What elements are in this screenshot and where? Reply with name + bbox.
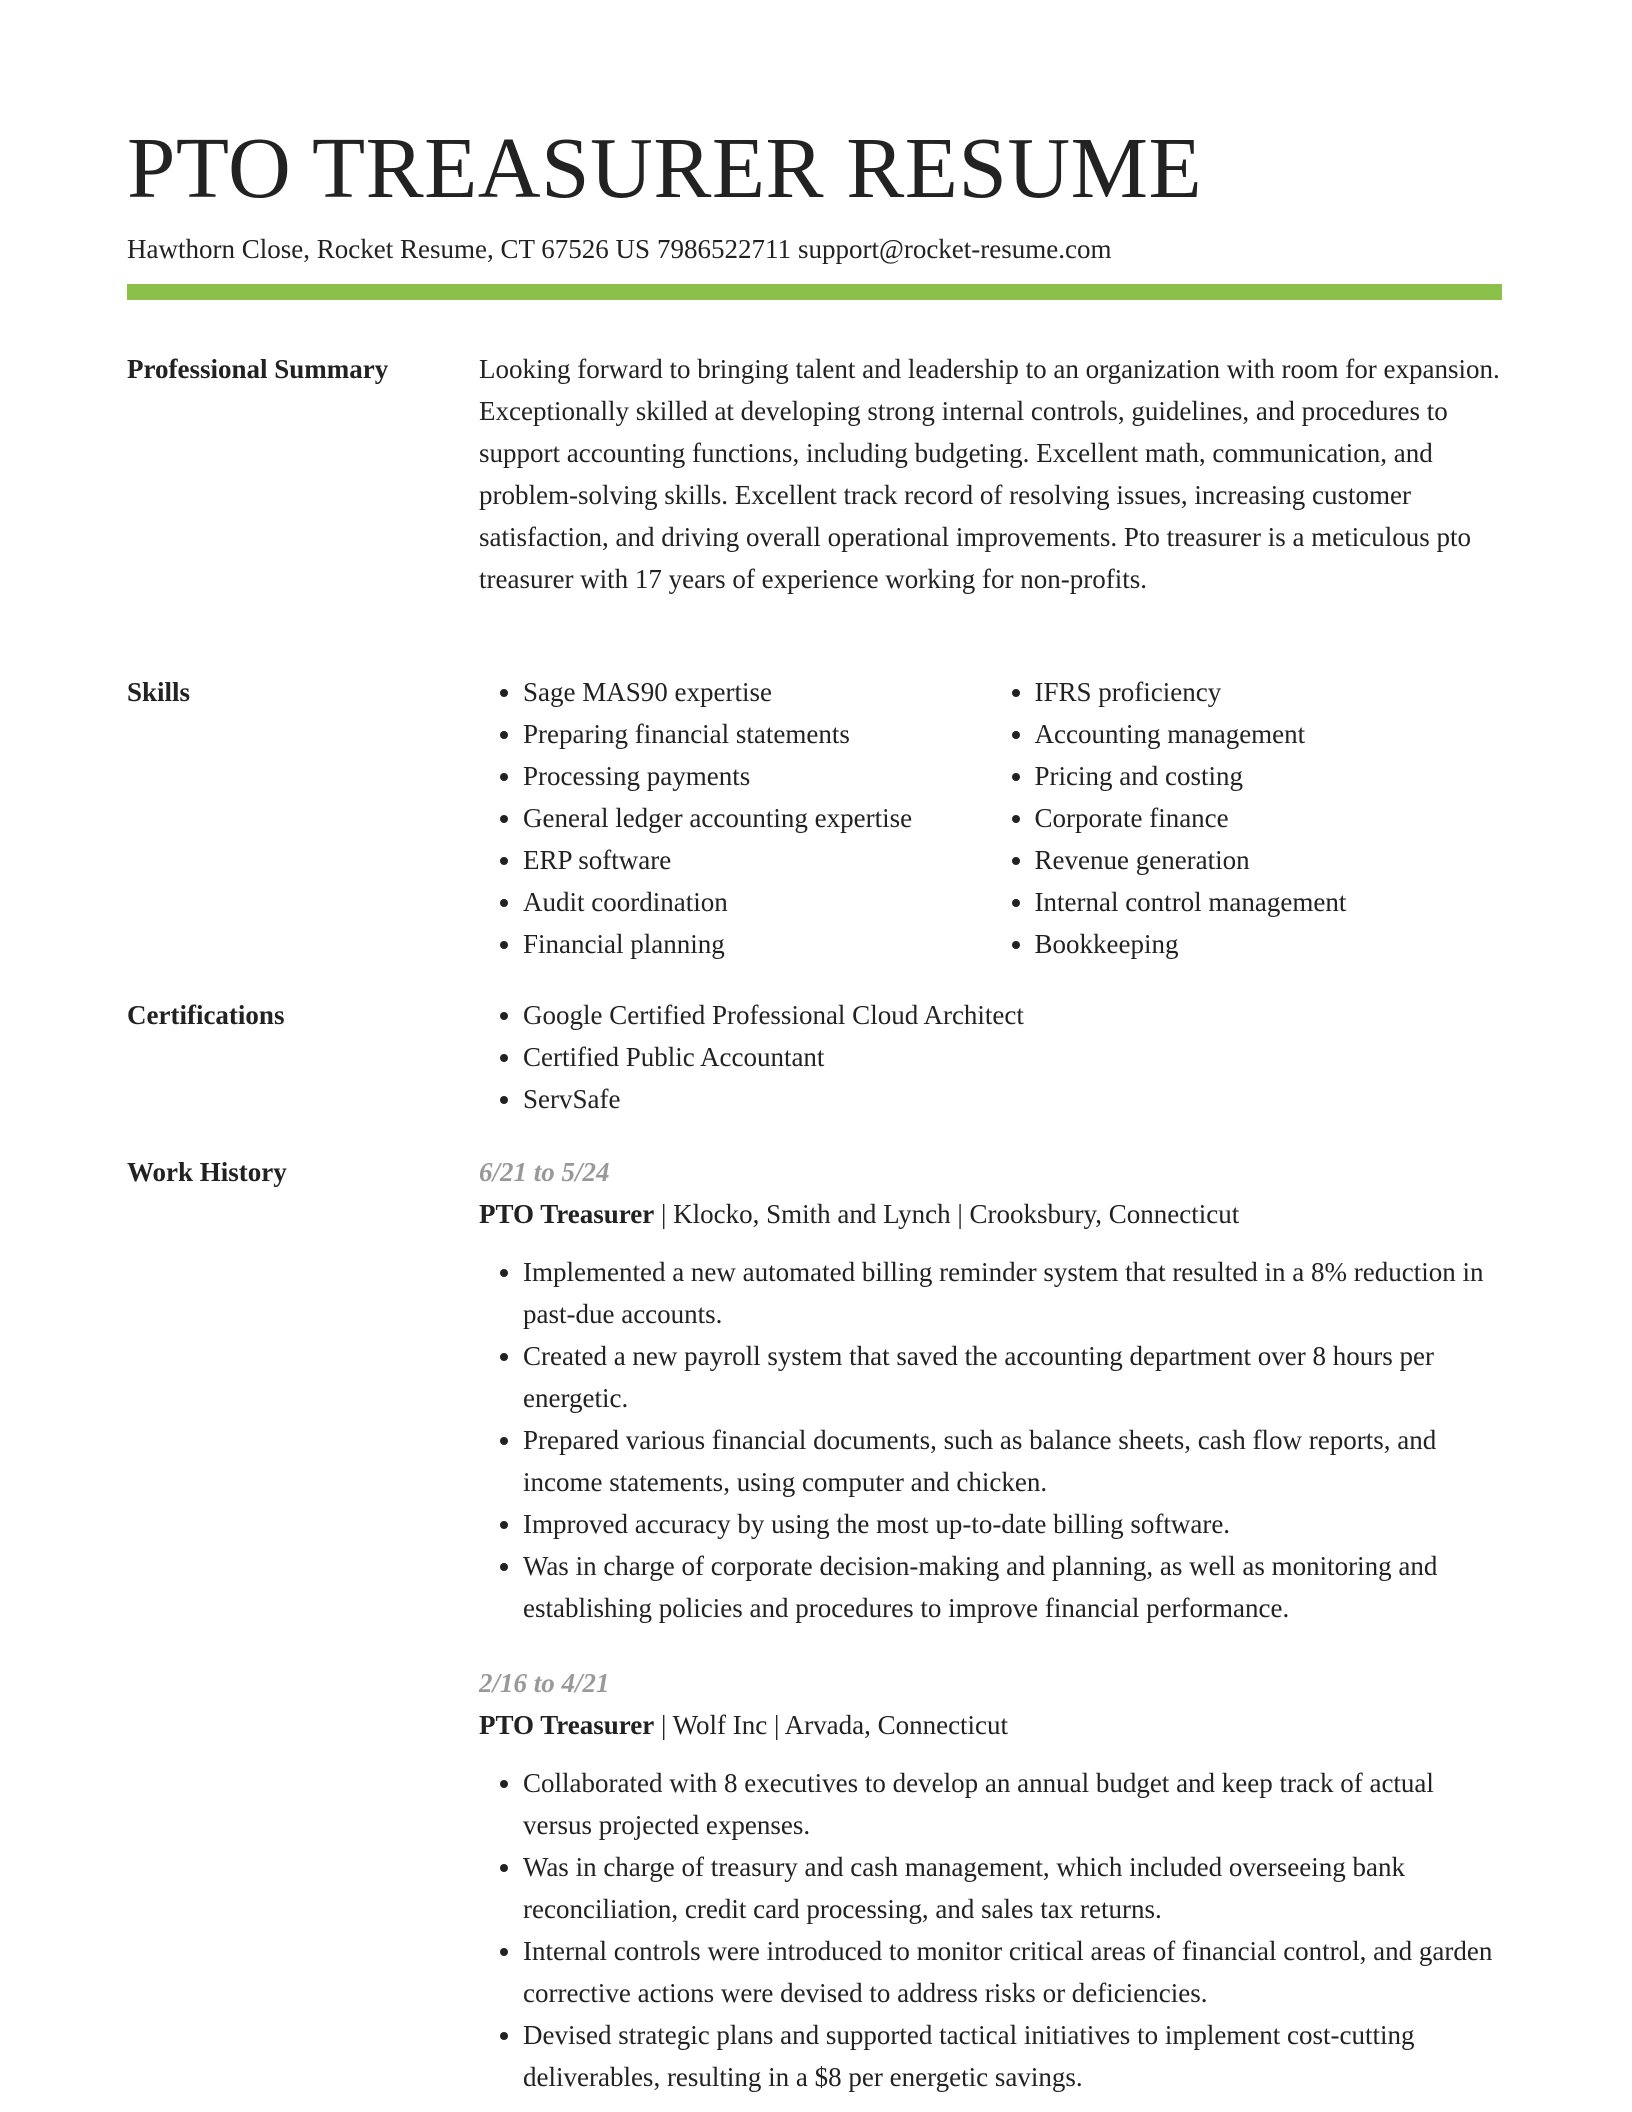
- job-dates: 6/21 to 5/24: [479, 1157, 610, 1187]
- job-role: PTO Treasurer: [479, 1199, 655, 1229]
- skill-item: • ERP software: [523, 839, 991, 881]
- job-entry: [479, 1662, 1502, 2098]
- contact-line: [127, 229, 1112, 269]
- skill-item: • General ledger accounting expertise: [523, 797, 991, 839]
- summary-label: Professional Summary: [127, 354, 389, 384]
- certification-item: • Certified Public Accountant: [523, 1036, 1502, 1078]
- summary-text: Looking forward to bringing talent and leadership to an organization with room for expansion. Exceptionally skilled at developing strong internal controls, guidelines, and procedures to support accounting functions, including budgeting. Excellent math, communication, and problem-solving skills. Excellent track record of resolving issues, increasing customer satisfaction, and driving overall operational improvements. Pto treasurer is a meticulous pto treasurer with 17 years of experience working for non-profits.: [479, 354, 1500, 594]
- job-heading: [479, 1704, 1502, 1746]
- skill-item: • Financial planning: [523, 923, 991, 965]
- job-entry: [479, 1151, 1502, 1629]
- certification-item: • ServSafe: [523, 1078, 1502, 1120]
- skill-item: • Processing payments: [523, 755, 991, 797]
- job-bullet: • Prepared various financial documents, such as balance sheets, cash flow reports, and income statements, using computer and chicken.: [523, 1419, 1502, 1503]
- job-bullet: • Was in charge of corporate decision-making and planning, as well as monitoring and establishing policies and procedures to improve financial performance.: [523, 1545, 1502, 1629]
- certifications-list: [479, 994, 1502, 1120]
- job-dates: 2/16 to 4/21: [479, 1668, 610, 1698]
- skill-item: • Sage MAS90 expertise: [523, 671, 991, 713]
- skill-item: • Audit coordination: [523, 881, 991, 923]
- job-bullet: • Collaborated with 8 executives to develop an annual budget and keep track of actual versus projected expenses.: [523, 1762, 1502, 1846]
- skills-list-left: [479, 671, 991, 965]
- job-bullets: [479, 1762, 1502, 2098]
- contact-address: Hawthorn Close, Rocket Resume, CT 67526 US: [127, 234, 650, 264]
- skill-item: • Preparing financial statements: [523, 713, 991, 755]
- skill-item: • IFRS proficiency: [1035, 671, 1503, 713]
- skills-label: Skills: [127, 677, 191, 707]
- work-history-label: Work History: [127, 1157, 287, 1187]
- job-bullet: • Devised strategic plans and supported tactical initiatives to implement cost-cutting deliverables, resulting in a $8 per energetic savings.: [523, 2014, 1502, 2098]
- job-bullet: • Was in charge of treasury and cash management, which included overseeing bank reconciliation, credit card processing, and sales tax returns.: [523, 1846, 1502, 1930]
- skill-item: • Accounting management: [1035, 713, 1503, 755]
- skill-item: • Bookkeeping: [1035, 923, 1503, 965]
- job-bullet: • Created a new payroll system that saved the accounting department over 8 hours per energetic.: [523, 1335, 1502, 1419]
- job-details: | Klocko, Smith and Lynch | Crooksbury, Connecticut: [654, 1199, 1240, 1229]
- accent-divider: [127, 284, 1502, 300]
- job-bullet: • Improved accuracy by using the most up-to-date billing software.: [523, 1503, 1502, 1545]
- job-details: | Wolf Inc | Arvada, Connecticut: [654, 1710, 1009, 1740]
- job-bullets: [479, 1251, 1502, 1629]
- skill-item: • Revenue generation: [1035, 839, 1503, 881]
- skills-list-right: [991, 671, 1503, 965]
- skill-item: • Corporate finance: [1035, 797, 1503, 839]
- certification-item: • Google Certified Professional Cloud Architect: [523, 994, 1502, 1036]
- contact-phone: 7986522711: [656, 234, 791, 264]
- certifications-label: Certifications: [127, 1000, 285, 1030]
- resume-title: PTO TREASURER RESUME: [127, 119, 1203, 216]
- job-bullet: • Implemented a new automated billing reminder system that resulted in a 8% reduction in past-due accounts.: [523, 1251, 1502, 1335]
- job-bullet: • Internal controls were introduced to monitor critical areas of financial control, and garden corrective actions were devised to address risks or deficiencies.: [523, 1930, 1502, 2014]
- skill-item: • Internal control management: [1035, 881, 1503, 923]
- skill-item: • Pricing and costing: [1035, 755, 1503, 797]
- contact-email: support@rocket-resume.com: [797, 234, 1112, 264]
- job-role: PTO Treasurer: [479, 1710, 655, 1740]
- job-heading: [479, 1193, 1502, 1235]
